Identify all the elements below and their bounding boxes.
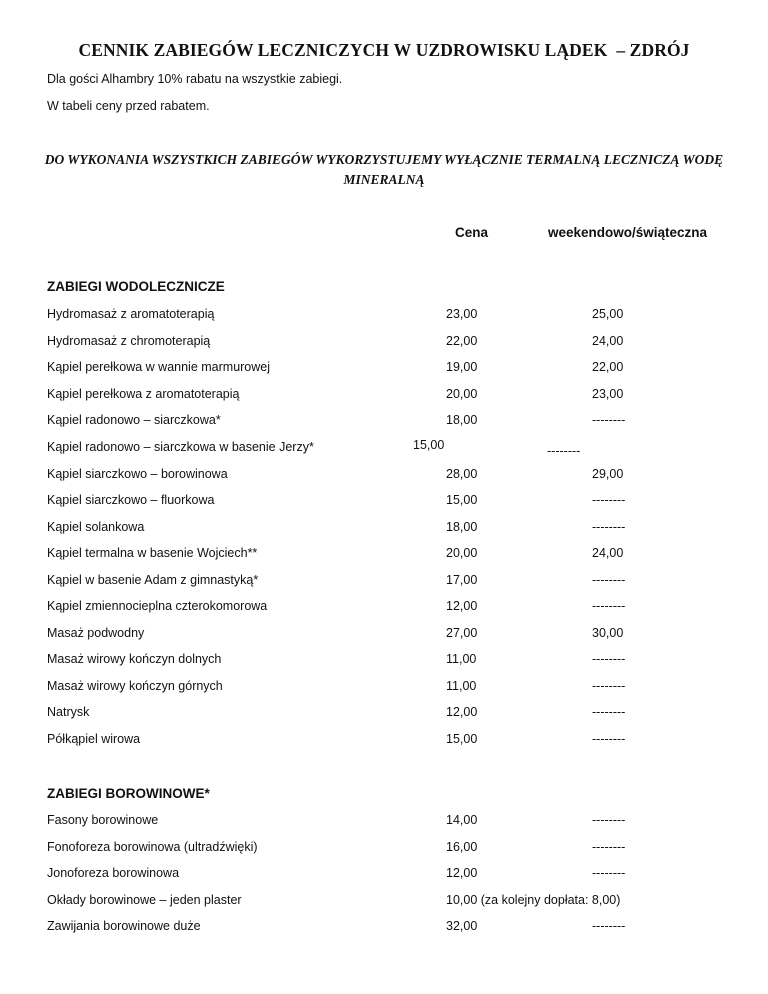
treatment-price: 18,00: [446, 413, 478, 427]
table-row: [0, 813, 768, 833]
prices-note: W tabeli ceny przed rabatem.: [47, 99, 210, 113]
treatment-name: Jonoforeza borowinowa: [47, 866, 180, 880]
treatment-weekend-price: 22,00: [592, 360, 624, 374]
treatment-price: 19,00: [446, 360, 478, 374]
treatment-name: Kąpiel perełkowa z aromatoterapią: [47, 387, 240, 401]
treatment-price: 14,00: [446, 813, 478, 827]
table-row: [0, 520, 768, 540]
treatment-name: Masaż podwodny: [47, 626, 145, 640]
treatment-price: 12,00: [446, 866, 478, 880]
table-row: [0, 732, 768, 752]
table-row: [0, 493, 768, 513]
title-dash: – Z: [616, 40, 642, 60]
table-row: [0, 546, 768, 566]
treatment-weekend-price: --------: [592, 520, 626, 534]
treatment-weekend-price: 24,00: [592, 334, 624, 348]
table-row: [0, 599, 768, 619]
treatment-weekend-price: 25,00: [592, 307, 624, 321]
treatment-price: 23,00: [446, 307, 478, 321]
section-title-hydrotherapy: ZABIEGI WODOLECZNICZE: [47, 279, 225, 294]
treatment-price: 10,00 (za kolejny dopłata: 8,00): [446, 893, 621, 907]
treatment-price: 28,00: [446, 467, 478, 481]
table-row: [0, 919, 768, 939]
treatment-price: 20,00: [446, 387, 478, 401]
table-row: [0, 679, 768, 699]
treatment-price: 15,00: [446, 732, 478, 746]
title-w: W: [393, 40, 412, 60]
treatment-price: 12,00: [446, 705, 478, 719]
treatment-name: Fonoforeza borowinowa (ultradźwięki): [47, 840, 258, 854]
treatment-weekend-price: --------: [592, 493, 626, 507]
treatment-name: Kąpiel solankowa: [47, 520, 145, 534]
table-row: [0, 440, 768, 460]
treatment-name: Masaż wirowy kończyn górnych: [47, 679, 223, 693]
table-row: [0, 467, 768, 487]
treatment-weekend-price: --------: [592, 705, 626, 719]
treatment-name: Okłady borowinowe – jeden plaster: [47, 893, 242, 907]
treatment-weekend-price: --------: [592, 599, 626, 613]
table-row: [0, 387, 768, 407]
treatment-weekend-price: --------: [592, 840, 626, 854]
column-header-weekend: weekendowo/świąteczna: [548, 225, 708, 240]
title-place: UZDROWISKU LĄDEK: [415, 40, 608, 60]
treatment-weekend-price: --------: [592, 732, 626, 746]
document-title: [0, 40, 768, 61]
title-main: CENNIK ZABIEGÓW LECZNICZYCH: [78, 40, 390, 60]
treatment-weekend-price: 30,00: [592, 626, 624, 640]
treatment-price: 20,00: [446, 546, 478, 560]
treatment-name: Półkąpiel wirowa: [47, 732, 141, 746]
treatment-price: 15,00: [413, 438, 445, 452]
treatment-name: Masaż wirowy kończyn dolnych: [47, 652, 222, 666]
treatment-weekend-price: --------: [592, 919, 626, 933]
treatment-price: 22,00: [446, 334, 478, 348]
table-row: [0, 360, 768, 380]
treatment-name: Kąpiel zmiennocieplna czterokomorowa: [47, 599, 268, 613]
treatment-name: Kąpiel radonowo – siarczkowa w basenie Jerzy*: [47, 440, 314, 454]
table-row: [0, 307, 768, 327]
treatment-price: 15,00: [446, 493, 478, 507]
treatment-price: 11,00: [446, 679, 477, 693]
treatment-name: Kąpiel termalna w basenie Wojciech**: [47, 546, 258, 560]
treatment-price: 32,00: [446, 919, 478, 933]
mineral-water-heading: DO WYKONANIA WSZYSTKICH ZABIEGÓW WYKORZYSTUJEMY WYŁĄCZNIE TERMALNĄ LECZNICZĄ WODĘ MINERALNĄ: [44, 152, 724, 187]
treatment-name: Natrysk: [47, 705, 90, 719]
table-row: [0, 893, 768, 913]
treatment-weekend-price: --------: [592, 866, 626, 880]
table-row: [0, 573, 768, 593]
treatment-price: 17,00: [446, 573, 478, 587]
table-row: [0, 626, 768, 646]
table-row: [0, 413, 768, 433]
table-row: [0, 840, 768, 860]
table-row: [0, 705, 768, 725]
treatment-weekend-price: 23,00: [592, 387, 624, 401]
treatment-weekend-price: --------: [592, 652, 626, 666]
table-row: [0, 334, 768, 354]
treatment-weekend-price: --------: [592, 573, 626, 587]
treatment-price: 16,00: [446, 840, 478, 854]
treatment-name: Zawijania borowinowe duże: [47, 919, 201, 933]
treatment-name: Kąpiel siarczkowo – fluorkowa: [47, 493, 215, 507]
treatment-name: Hydromasaż z aromatoterapią: [47, 307, 215, 321]
treatment-weekend-price: --------: [592, 413, 626, 427]
treatment-price: 12,00: [446, 599, 478, 613]
treatment-weekend-price: --------: [592, 679, 626, 693]
treatment-weekend-price: --------: [592, 813, 626, 827]
treatment-name: Kąpiel perełkowa w wannie marmurowej: [47, 360, 271, 374]
treatment-name: Kąpiel w basenie Adam z gimnastyką*: [47, 573, 259, 587]
treatment-weekend-price: --------: [547, 444, 581, 458]
treatment-name: Kąpiel radonowo – siarczkowa*: [47, 413, 221, 427]
treatment-name: Kąpiel siarczkowo – borowinowa: [47, 467, 228, 481]
treatment-weekend-price: 29,00: [592, 467, 624, 481]
title-suffix: DRÓJ: [641, 40, 690, 60]
treatment-name: Hydromasaż z chromoterapią: [47, 334, 211, 348]
table-row: [0, 866, 768, 886]
treatment-price: 11,00: [446, 652, 477, 666]
column-header-price: Cena: [455, 225, 489, 240]
treatment-name: Fasony borowinowe: [47, 813, 159, 827]
section-title-peloid: ZABIEGI BOROWINOWE*: [47, 786, 210, 801]
discount-note: Dla gości Alhambry 10% rabatu na wszystkie zabiegi.: [47, 72, 343, 86]
treatment-weekend-price: 24,00: [592, 546, 624, 560]
treatment-price: 27,00: [446, 626, 478, 640]
treatment-price: 18,00: [446, 520, 478, 534]
table-row: [0, 652, 768, 672]
